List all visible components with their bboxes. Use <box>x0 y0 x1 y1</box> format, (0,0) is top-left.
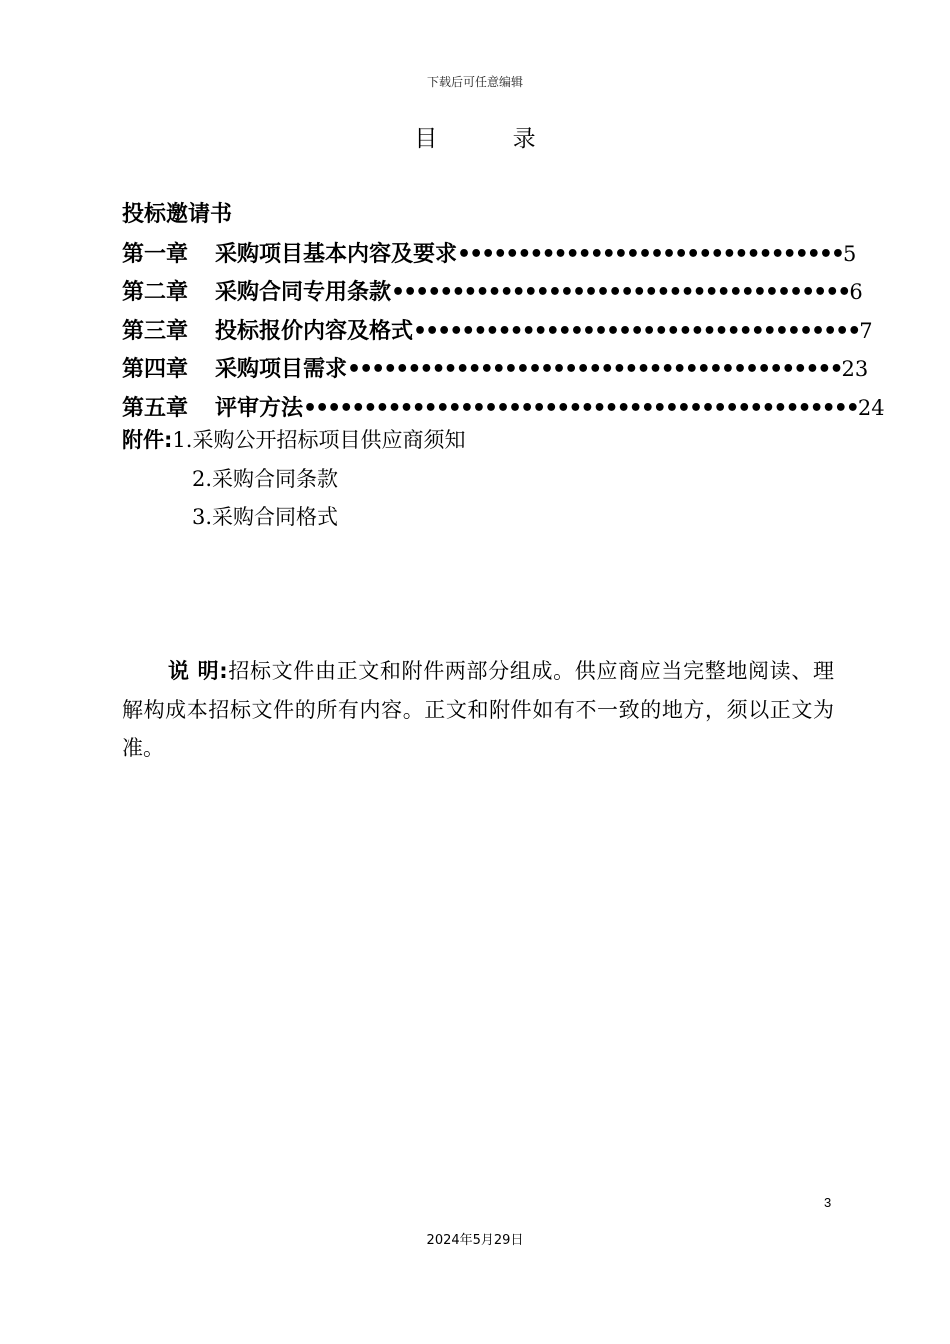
chapter-number: 第四章 <box>122 357 189 382</box>
attachments-list <box>122 421 465 537</box>
attachment-number: 2. <box>192 466 213 491</box>
chapter-title: 采购项目基本内容及要求 <box>215 241 458 267</box>
attachment-number: 3. <box>192 505 213 529</box>
table-of-contents <box>122 196 885 427</box>
note-text: 招标文件由正文和附件两部分组成。供应商应当完整地阅读、理解构成本招标文件的所有内容。正文和附件如有不一致的地方，须以正文为准。 <box>122 659 834 760</box>
chapter-page: 23 <box>841 357 869 381</box>
attachment-number: 1. <box>172 428 193 452</box>
toc-invitation: 投标邀请书 <box>122 202 233 227</box>
leader-dots: •••••••••••••••••••••••••••••••••••••• <box>391 280 850 305</box>
toc-chapter-1[interactable] <box>122 235 857 274</box>
footer-date: 2024年5月29日 <box>426 1233 524 1248</box>
toc-chapter-3[interactable] <box>122 312 873 351</box>
toc-chapter-4[interactable] <box>122 350 869 389</box>
leader-dots: •••••••••••••••••••••••••••••••••••••••••••••• <box>303 395 858 421</box>
attachment-text: 采购合同条款 <box>212 466 339 491</box>
toc-chapter-2[interactable] <box>122 273 863 312</box>
attachment-text: 采购公开招标项目供应商须知 <box>192 428 466 452</box>
chapter-page: 6 <box>849 280 863 304</box>
leader-dots: •••••••••••••••••••••••••••••••• <box>457 241 843 267</box>
attachment-item-3[interactable] <box>122 498 465 537</box>
chapter-title: 投标报价内容及格式 <box>215 318 414 344</box>
attachment-text: 采购合同格式 <box>212 505 339 529</box>
explanatory-note <box>122 652 834 768</box>
attachment-item-1[interactable] <box>122 421 465 460</box>
chapter-number: 第一章 <box>122 241 189 267</box>
toc-title: 目 录 <box>414 126 570 152</box>
attachments-label: 附件: <box>122 428 173 452</box>
chapter-number: 第三章 <box>122 318 189 344</box>
chapter-number: 第二章 <box>122 280 189 305</box>
chapter-title: 评审方法 <box>215 395 304 421</box>
chapter-page: 5 <box>842 241 857 266</box>
chapter-title: 采购项目需求 <box>215 357 348 382</box>
page-header-note: 下载后可任意编辑 <box>426 75 523 89</box>
chapter-page: 24 <box>857 395 885 420</box>
page-number: 3 <box>824 1195 832 1210</box>
chapter-number: 第五章 <box>122 395 189 421</box>
leader-dots: ••••••••••••••••••••••••••••••••••••• <box>413 318 860 344</box>
attachment-item-2[interactable] <box>122 460 465 499</box>
chapter-title: 采购合同专用条款 <box>215 280 392 305</box>
note-label: 说 明: <box>168 659 228 683</box>
chapter-page: 7 <box>859 318 873 343</box>
leader-dots: ••••••••••••••••••••••••••••••••••••••••• <box>347 357 842 382</box>
